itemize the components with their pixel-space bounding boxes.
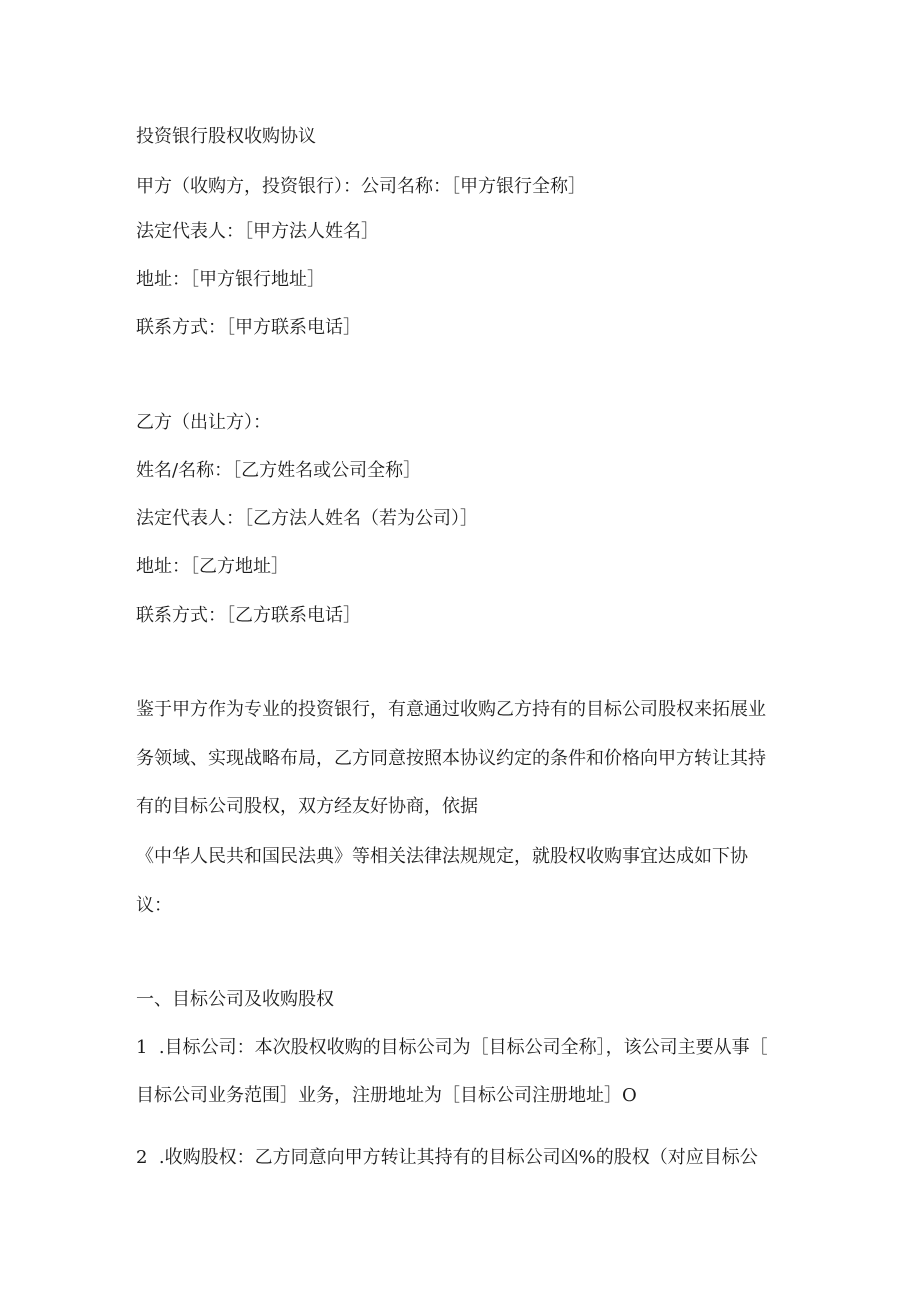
party-b-name: 姓名/名称：［乙方姓名或公司全称］ — [136, 460, 422, 481]
party-a-heading: 甲方（收购方，投资银行）：公司名称：［甲方银行全称］ — [136, 176, 586, 197]
party-a-address: 地址：［甲方银行地址］ — [136, 269, 325, 290]
preamble-line-1: 鉴于甲方作为专业的投资银行，有意通过收购乙方持有的目标公司股权来拓展业 — [136, 699, 766, 720]
party-a-contact: 联系方式：［甲方联系电话］ — [136, 317, 361, 338]
preamble-line-3: 有的目标公司股权，双方经友好协商，依据 — [136, 796, 478, 817]
party-b-legal-rep: 法定代表人：［乙方法人姓名（若为公司）］ — [136, 508, 478, 529]
party-b-address: 地址：［乙方地址］ — [136, 556, 289, 577]
party-b-contact: 联系方式：［乙方联系电话］ — [136, 605, 361, 626]
section-1-item-2-line-1: 2 .收购股权：乙方同意向甲方转让其持有的目标公司凶%的股权（对应目标公 — [136, 1147, 758, 1168]
section-1-item-1-line-2: 目标公司业务范围］业务，注册地址为［目标公司注册地址］O — [136, 1085, 637, 1106]
section-1-heading: 一、目标公司及收购股权 — [136, 989, 334, 1010]
preamble-line-5: 议： — [136, 895, 172, 916]
preamble-line-2: 务领域、实现战略布局，乙方同意按照本协议约定的条件和价格向甲方转让其持 — [136, 748, 766, 769]
preamble-line-4: 《中华人民共和国民法典》等相关法律法规规定，就股权收购事宜达成如下协 — [136, 846, 748, 867]
section-1-item-1-line-1: 1 .目标公司：本次股权收购的目标公司为［目标公司全称］，该公司主要从事［ — [136, 1037, 768, 1058]
party-a-legal-rep: 法定代表人：［甲方法人姓名］ — [136, 221, 379, 242]
document-title: 投资银行股权收购协议 — [136, 126, 316, 147]
party-b-heading: 乙方（出让方）： — [136, 412, 271, 433]
